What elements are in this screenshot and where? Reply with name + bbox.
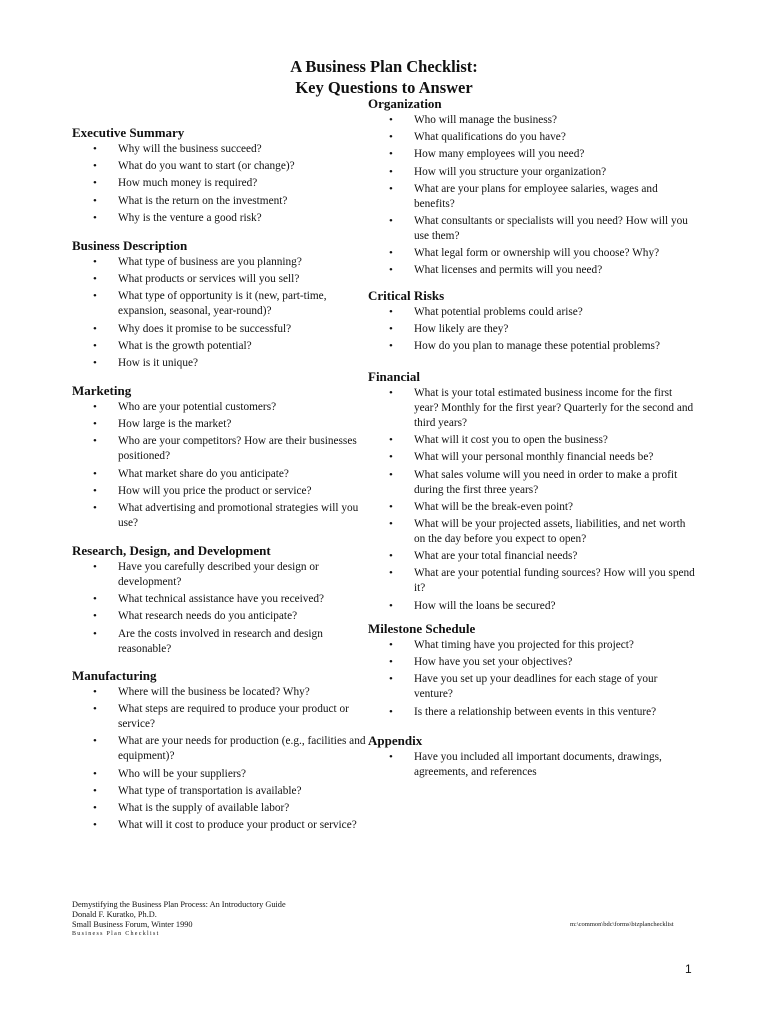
question-item	[368, 468, 698, 498]
question-item	[368, 182, 698, 212]
question-text: How will you price the product or service?	[118, 484, 312, 497]
bullet-icon: •	[93, 561, 97, 573]
question-text: What timing have you projected for this project?	[414, 639, 634, 651]
question-text: What products or services will you sell?	[118, 273, 300, 286]
section-heading: Manufacturing	[72, 668, 157, 683]
question-list	[72, 560, 368, 657]
bullet-icon: •	[93, 593, 97, 606]
bullet-icon: •	[389, 306, 393, 318]
question-text: What licenses and permits will you need?	[414, 264, 603, 277]
question-item	[72, 767, 368, 782]
question-text: What will it cost you to open the business?	[414, 434, 608, 447]
question-text: Who will be your suppliers?	[118, 767, 247, 780]
bullet-icon: •	[93, 418, 97, 431]
question-text: What potential problems could arise?	[414, 306, 583, 318]
question-text: How many employees will you need?	[414, 148, 585, 161]
question-item	[72, 627, 368, 657]
question-item	[368, 655, 698, 670]
question-text: What are your needs for production (e.g., facilities and equipment)?	[118, 735, 366, 763]
question-text: Where will the business be located? Why?	[118, 686, 310, 698]
question-text: Why does it promise to be successful?	[118, 322, 292, 335]
question-text: What will be the break-even point?	[414, 500, 574, 513]
question-text: What advertising and promotional strategies will you use?	[118, 501, 359, 529]
bullet-icon: •	[389, 131, 393, 144]
question-item	[368, 305, 698, 320]
bullet-icon: •	[389, 500, 393, 513]
question-item	[368, 672, 698, 702]
page-number: 1	[685, 962, 692, 976]
bullet-icon: •	[93, 339, 97, 352]
section-organization	[368, 96, 698, 281]
question-list	[72, 142, 368, 226]
question-item	[72, 484, 368, 499]
question-text: What will your personal monthly financial needs be?	[414, 451, 654, 464]
question-text: How much money is required?	[118, 177, 258, 190]
question-item	[72, 417, 368, 432]
question-text: Have you included all important documents, drawings, agreements, and references	[414, 751, 662, 778]
bullet-icon: •	[389, 323, 393, 336]
bullet-icon: •	[389, 340, 393, 353]
section-financial	[368, 369, 698, 616]
bullet-icon: •	[93, 194, 97, 207]
section-heading: Business Description	[72, 238, 188, 253]
question-item	[72, 339, 368, 354]
question-text: How do you plan to manage these potential problems?	[414, 340, 660, 353]
bullet-icon: •	[93, 322, 97, 335]
section-heading: Research, Design, and Development	[72, 543, 271, 558]
question-list	[72, 255, 368, 371]
bullet-icon: •	[93, 627, 97, 640]
question-item	[368, 130, 698, 145]
section-heading: Critical Risks	[368, 288, 445, 303]
question-item	[72, 784, 368, 799]
section-heading: Executive Summary	[72, 125, 185, 140]
question-item	[72, 322, 368, 337]
question-item	[368, 386, 698, 431]
question-text: How likely are they?	[414, 323, 509, 336]
question-text: What is the return on the investment?	[118, 194, 288, 207]
question-text: What research needs do you anticipate?	[118, 610, 298, 623]
question-item	[72, 592, 368, 607]
question-item	[368, 322, 698, 337]
bullet-icon: •	[389, 182, 393, 195]
question-item	[368, 165, 698, 180]
question-text: What are your total financial needs?	[414, 550, 578, 563]
bullet-icon: •	[93, 177, 97, 190]
bullet-icon: •	[93, 735, 97, 748]
question-text: What type of opportunity is it (new, part-time, expansion, seasonal, year-round)?	[118, 290, 327, 318]
bullet-icon: •	[93, 484, 97, 497]
bullet-icon: •	[93, 801, 97, 814]
bullet-icon: •	[93, 290, 97, 303]
section-marketing	[72, 383, 368, 533]
bullet-icon: •	[93, 143, 97, 155]
bullet-icon: •	[389, 165, 393, 178]
bullet-icon: •	[389, 517, 393, 530]
bullet-icon: •	[389, 434, 393, 447]
bullet-icon: •	[389, 705, 393, 718]
question-item	[72, 685, 368, 700]
question-item	[72, 159, 368, 174]
file-path: m:\common\bdc\forms\bizplanchecklist	[570, 921, 674, 928]
question-text: What qualifications do you have?	[414, 131, 566, 144]
bullet-icon: •	[93, 211, 97, 224]
bullet-icon: •	[93, 467, 97, 480]
bullet-icon: •	[389, 599, 393, 612]
question-text: How will the loans be secured?	[414, 599, 556, 612]
question-item	[368, 214, 698, 244]
bullet-icon: •	[389, 673, 393, 686]
question-item	[368, 246, 698, 261]
bullet-icon: •	[93, 501, 97, 514]
question-text: What sales volume will you need in order to make a profit during the first three years?	[414, 468, 678, 496]
bullet-icon: •	[389, 387, 393, 399]
question-item	[72, 255, 368, 270]
question-text: Who will manage the business?	[414, 114, 558, 126]
bullet-icon: •	[93, 610, 97, 623]
question-item	[368, 549, 698, 564]
question-item	[72, 501, 368, 531]
question-item	[72, 194, 368, 209]
question-item	[72, 609, 368, 624]
question-text: What type of business are you planning?	[118, 256, 302, 268]
question-item	[72, 434, 368, 464]
question-item	[368, 113, 698, 128]
bullet-icon: •	[93, 256, 97, 268]
section-heading: Financial	[368, 369, 421, 384]
question-text: How have you set your objectives?	[414, 656, 573, 669]
question-item	[368, 705, 698, 720]
question-item	[368, 339, 698, 354]
bullet-icon: •	[389, 567, 393, 580]
question-item	[72, 818, 368, 833]
question-text: What is the supply of available labor?	[118, 801, 290, 814]
question-item	[72, 702, 368, 732]
question-text: What steps are required to produce your product or service?	[118, 703, 349, 731]
bullet-icon: •	[389, 148, 393, 161]
question-text: Why is the venture a good risk?	[118, 211, 262, 224]
bullet-icon: •	[93, 273, 97, 286]
bullet-icon: •	[389, 114, 393, 126]
footer-citation	[72, 900, 286, 939]
question-list	[368, 750, 698, 780]
bullet-icon: •	[389, 656, 393, 669]
question-item	[368, 638, 698, 653]
question-text: Who are your potential customers?	[118, 401, 277, 413]
section-milestone-schedule	[368, 621, 698, 722]
question-list	[72, 400, 368, 531]
question-list	[368, 386, 698, 614]
bullet-icon: •	[389, 247, 393, 260]
footer-line: Donald F. Kuratko, Ph.D.	[72, 910, 157, 919]
footer-line: Business Plan Checklist	[72, 931, 160, 937]
question-text: What legal form or ownership will you choose? Why?	[414, 247, 660, 260]
section-executive-summary	[72, 125, 368, 228]
question-item	[72, 467, 368, 482]
question-item	[368, 566, 698, 596]
document-title: A Business Plan Checklist:	[290, 57, 478, 76]
question-text: What do you want to start (or change)?	[118, 160, 295, 173]
section-research-design-and-development	[72, 543, 368, 659]
document-subtitle: Key Questions to Answer	[295, 78, 473, 97]
question-item	[72, 142, 368, 157]
section-appendix	[368, 733, 698, 782]
question-text: What is your total estimated business income for the first year? Monthly for the first year? Quarterly for the second and third years?	[414, 387, 694, 429]
question-text: What are your potential funding sources? How will you spend it?	[414, 567, 695, 595]
bullet-icon: •	[93, 703, 97, 716]
bullet-icon: •	[93, 686, 97, 698]
bullet-icon: •	[389, 751, 393, 763]
bullet-icon: •	[93, 401, 97, 413]
bullet-icon: •	[93, 160, 97, 173]
section-heading: Milestone Schedule	[368, 621, 476, 636]
question-text: What are your plans for employee salaries, wages and benefits?	[414, 182, 658, 210]
question-text: What will be your projected assets, liabilities, and net worth on the day before you expect to open?	[414, 517, 686, 545]
bullet-icon: •	[389, 214, 393, 227]
question-item	[368, 450, 698, 465]
question-item	[368, 263, 698, 278]
section-heading: Appendix	[368, 733, 423, 748]
section-heading: Marketing	[72, 383, 132, 398]
question-text: Who are your competitors? How are their businesses positioned?	[118, 435, 357, 463]
question-text: Have you set up your deadlines for each stage of your venture?	[414, 673, 658, 701]
question-item	[72, 356, 368, 371]
question-text: Have you carefully described your design or development?	[118, 561, 319, 588]
question-text: What will it cost to produce your product or service?	[118, 819, 357, 832]
bullet-icon: •	[93, 356, 97, 369]
question-item	[72, 176, 368, 191]
question-text: Are the costs involved in research and design reasonable?	[118, 627, 323, 655]
question-list	[72, 685, 368, 833]
question-item	[72, 801, 368, 816]
question-text: What market share do you anticipate?	[118, 467, 289, 480]
question-text: What consultants or specialists will you need? How will you use them?	[414, 214, 688, 242]
question-item	[72, 560, 368, 590]
footer-line: Demystifying the Business Plan Process: An Introductory Guide	[72, 900, 286, 909]
section-heading: Organization	[368, 96, 442, 111]
question-list	[368, 638, 698, 720]
question-item	[72, 211, 368, 226]
question-text: How will you structure your organization?	[414, 165, 607, 178]
footer-line: Small Business Forum, Winter 1990	[72, 920, 193, 929]
question-item	[368, 500, 698, 515]
question-item	[72, 289, 368, 319]
question-list	[368, 113, 698, 278]
bullet-icon: •	[389, 639, 393, 651]
bullet-icon: •	[93, 819, 97, 832]
section-critical-risks	[368, 288, 698, 357]
section-manufacturing	[72, 668, 368, 835]
bullet-icon: •	[389, 264, 393, 277]
bullet-icon: •	[93, 767, 97, 780]
bullet-icon: •	[389, 468, 393, 481]
question-text: What type of transportation is available?	[118, 784, 302, 797]
question-text: What technical assistance have you received?	[118, 593, 325, 606]
question-item	[368, 750, 698, 780]
bullet-icon: •	[93, 435, 97, 448]
question-text: Why will the business succeed?	[118, 143, 262, 155]
question-text: How is it unique?	[118, 356, 199, 369]
question-item	[368, 517, 698, 547]
question-item	[72, 272, 368, 287]
question-item	[72, 734, 368, 764]
question-text: Is there a relationship between events in this venture?	[414, 705, 657, 718]
section-business-description	[72, 238, 368, 373]
bullet-icon: •	[389, 451, 393, 464]
bullet-icon: •	[93, 784, 97, 797]
bullet-icon: •	[389, 550, 393, 563]
question-item	[72, 400, 368, 415]
question-text: What is the growth potential?	[118, 339, 252, 352]
question-list	[368, 305, 698, 354]
question-item	[368, 433, 698, 448]
question-text: How large is the market?	[118, 418, 232, 431]
question-item	[368, 147, 698, 162]
question-item	[368, 599, 698, 614]
